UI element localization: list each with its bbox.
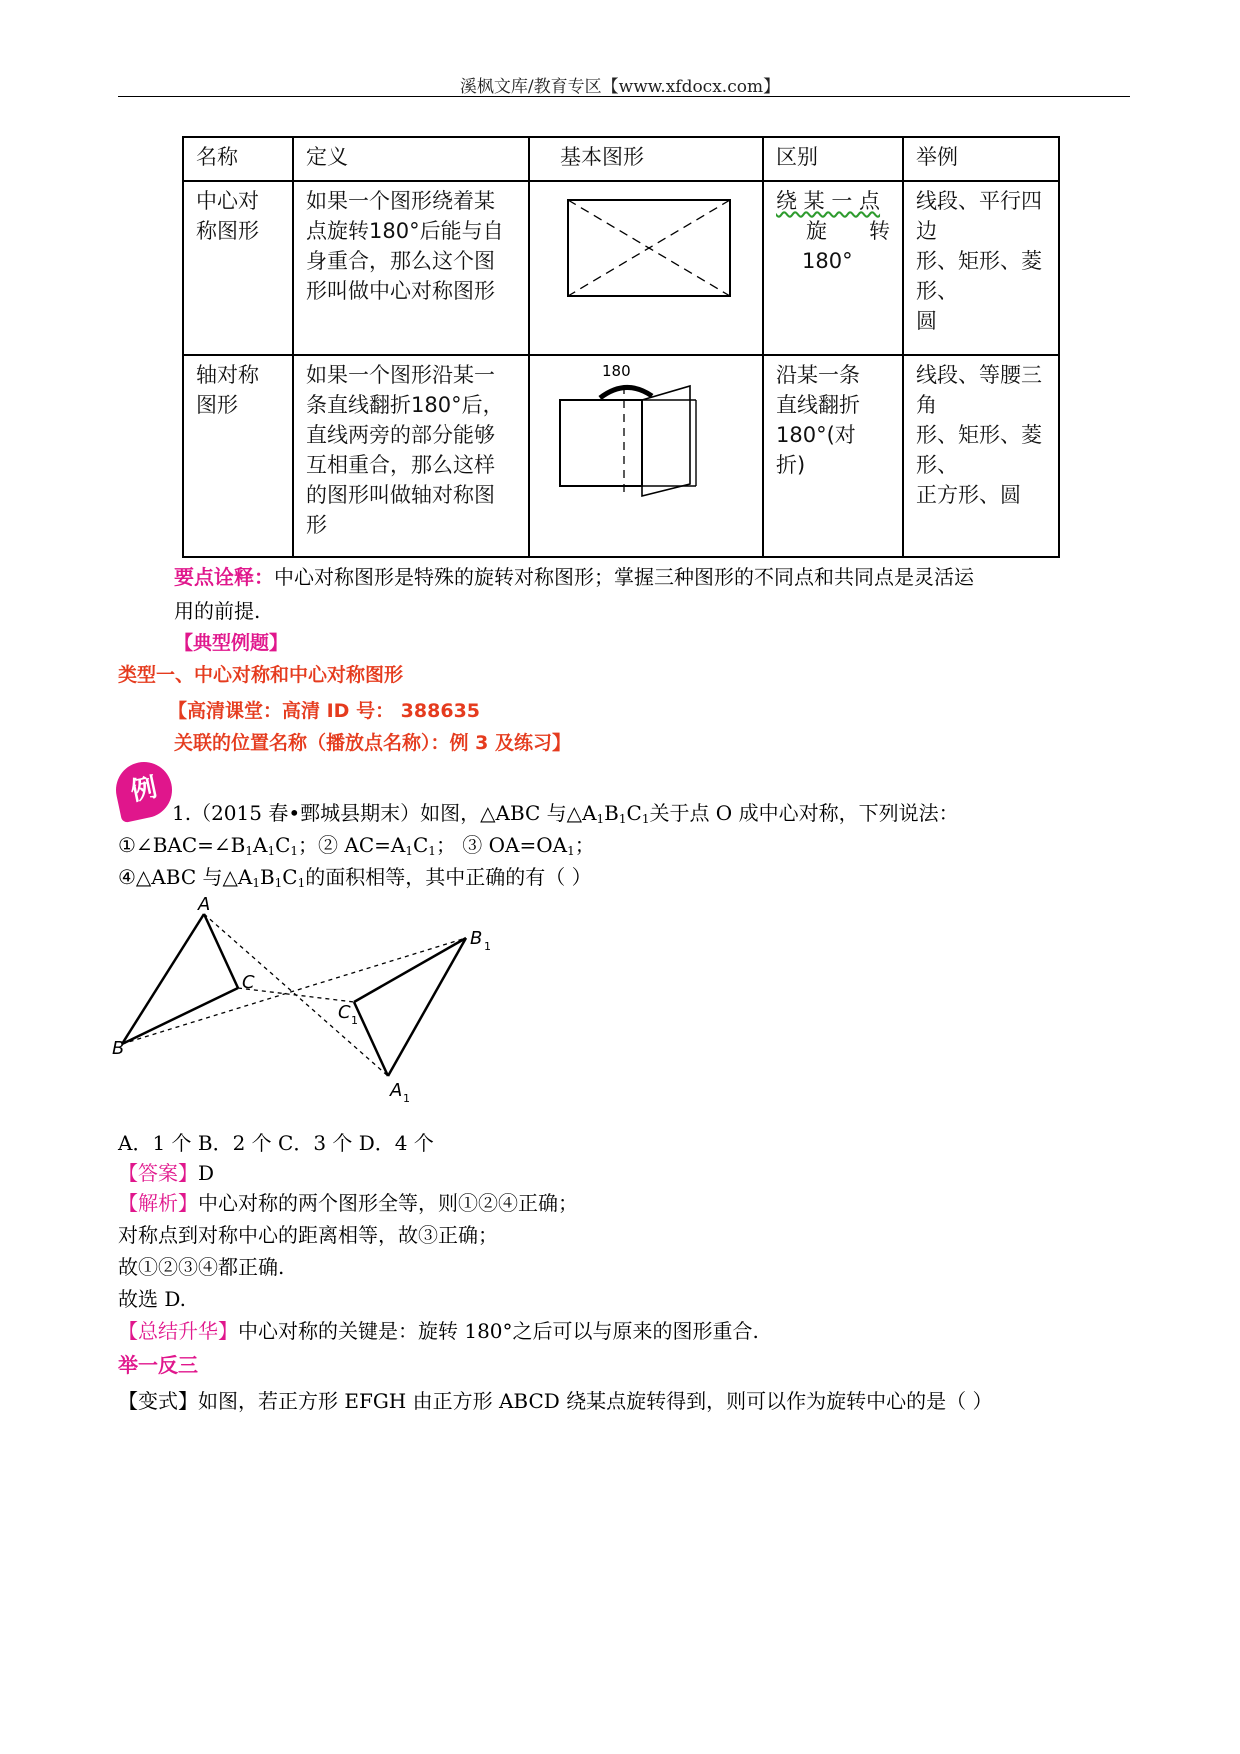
subscript: 1 <box>618 812 627 826</box>
option-text: A <box>252 833 268 857</box>
subscript: 1 <box>297 876 306 890</box>
type-title: 类型一、中心对称和中心对称图形 <box>118 664 404 686</box>
fold-figure <box>530 356 740 548</box>
section-title <box>174 628 288 655</box>
difference-line: 绕 某 一 点 <box>776 189 881 213</box>
definition-line: 形 <box>306 513 327 537</box>
cell-figure-rectangle <box>529 181 763 355</box>
difference-word: 转 <box>869 219 890 243</box>
definition-line: 点旋转180°后能与自 <box>306 219 504 243</box>
definition-line: 直线两旁的部分能够 <box>306 423 495 447</box>
page-header: 溪枫文库/教育专区【www.xfdocx.com】 <box>459 77 781 97</box>
difference-line: 180° <box>802 249 853 273</box>
subscript: 1 <box>567 844 575 858</box>
subscript: 1 <box>274 876 283 890</box>
subscript: 1 <box>267 844 276 858</box>
question-text: 1.（2015 春•鄄城县期末）如图，△ABC 与△A <box>172 801 597 825</box>
option-text: B <box>259 865 275 889</box>
difference-line: 折) <box>776 453 806 477</box>
label-b1: B <box>470 928 483 949</box>
analysis-tag: 【解析】 <box>118 1191 198 1215</box>
triangle-symmetry-figure <box>112 896 502 1116</box>
rectangle-left-half <box>560 400 642 486</box>
answer-choices: A．1 个 B．2 个 C．3 个 D．4 个 <box>118 1131 434 1155</box>
label-c1: C <box>338 1002 351 1023</box>
label-a: A <box>198 896 211 915</box>
difference-line: 180°(对 <box>776 423 856 447</box>
option-text: ； <box>574 833 595 857</box>
label-a1: A <box>390 1080 403 1101</box>
subscript: 1 <box>245 844 253 858</box>
difference-word: 旋 <box>806 219 827 243</box>
cell-definition <box>293 355 529 557</box>
cell-difference <box>763 181 903 355</box>
cell-name <box>183 355 293 557</box>
difference-line: 沿某一条 <box>776 363 860 387</box>
option-text: ①∠BAC=∠B <box>118 833 246 857</box>
cell-examples <box>903 181 1059 355</box>
examples-line: 形、矩形、菱形、 <box>916 423 1042 477</box>
label-sub: 1 <box>403 1092 410 1105</box>
summary-tag: 【总结升华】 <box>118 1319 238 1343</box>
question-text: C <box>626 801 642 825</box>
header-rule <box>118 96 1130 97</box>
section-title-text: 【典型例题】 <box>174 632 289 654</box>
analysis-text: 中心对称的两个图形全等，则①②④正确； <box>198 1191 578 1215</box>
subscript: 1 <box>641 812 650 826</box>
label-b: B <box>112 1038 125 1059</box>
examples-line: 圆 <box>916 309 937 333</box>
fold-arc <box>600 387 652 398</box>
name-line: 中心对 <box>196 189 259 213</box>
answer-tag: 【答案】 <box>118 1161 198 1185</box>
practice-title: 举一反三 <box>118 1353 198 1377</box>
key-point-text-cont: 用的前提. <box>174 599 261 623</box>
examples-line: 线段、平行四边 <box>916 189 1042 243</box>
analysis-line-2: 对称点到对称中心的距离相等，故③正确； <box>118 1223 498 1247</box>
table-row-central-symmetry <box>183 181 1059 355</box>
header-definition: 定义 <box>293 137 529 181</box>
variant-question: 【变式】如图，若正方形 EFGH 由正方形 ABCD 绕某点旋转得到，则可以作为旋转中心的是（ ） <box>118 1389 993 1413</box>
name-line: 图形 <box>196 393 238 417</box>
segment-a1c1 <box>354 1002 388 1076</box>
subscript: 1 <box>252 876 260 890</box>
definition-line: 条直线翻折180°后， <box>306 393 504 417</box>
option-text: ④△ABC 与△A <box>118 865 253 889</box>
summary-line <box>118 1316 759 1346</box>
question-stem <box>172 798 959 834</box>
answer-line <box>118 1158 214 1188</box>
fold-angle-label: 180 <box>602 362 631 380</box>
analysis-line <box>118 1188 578 1218</box>
summary-text: 中心对称的关键是：旋转 180°之后可以与原来的图形重合. <box>238 1319 759 1343</box>
option-text: ；② AC=A <box>298 833 406 857</box>
option-text: 的面积相等，其中正确的有（ ） <box>305 865 592 889</box>
key-point-text: 中心对称图形是特殊的旋转对称图形；掌握三种图形的不同点和共同点是灵活运 <box>274 565 974 589</box>
definition-line: 形叫做中心对称图形 <box>306 279 495 303</box>
option-text: C <box>412 833 429 857</box>
option-text: C <box>275 833 291 857</box>
subscript: 1 <box>290 844 299 858</box>
question-text: 关于点 O 成中心对称，下列说法： <box>649 801 959 825</box>
cell-definition <box>293 181 529 355</box>
subscript: 1 <box>428 844 436 858</box>
cell-figure-fold <box>529 355 763 557</box>
option-text: C <box>282 865 298 889</box>
option-text: ； ③ OA=OA <box>435 833 568 857</box>
table-header-row <box>183 137 1059 181</box>
definition-line: 互相重合，那么这样 <box>306 453 495 477</box>
definition-line: 的图形叫做轴对称图 <box>306 483 495 507</box>
examples-line: 线段、等腰三角 <box>916 363 1042 417</box>
figure-lines <box>122 914 466 1076</box>
definition-table <box>182 136 1060 558</box>
cell-name <box>183 181 293 355</box>
examples-line: 形、矩形、菱形、 <box>916 249 1042 303</box>
difference-line <box>776 216 890 246</box>
cell-difference <box>763 355 903 557</box>
cell-examples <box>903 355 1059 557</box>
rectangle-diagonals-figure <box>530 182 740 346</box>
answer-value: D <box>198 1161 215 1185</box>
hd-class-line: 【高清课堂：高清 ID 号： 388635 <box>168 700 481 722</box>
subscript: 1 <box>596 812 605 826</box>
label-sub: 1 <box>484 940 491 953</box>
key-point-note <box>174 560 1074 628</box>
key-point-label: 要点诠释： <box>174 565 274 589</box>
question-options-1 <box>118 830 595 866</box>
example-badge: 例 <box>111 757 177 823</box>
analysis-line-4: 故选 D. <box>118 1287 187 1311</box>
definition-line: 如果一个图形沿某一 <box>306 363 495 387</box>
name-line: 轴对称 <box>196 363 259 387</box>
dashed-cc1 <box>238 988 354 1002</box>
difference-line: 直线翻折 <box>776 393 860 417</box>
question-text: B <box>604 801 619 825</box>
definition-line: 如果一个图形绕着某 <box>306 189 495 213</box>
hd-position-line: 关联的位置名称（播放点名称）：例 3 及练习】 <box>174 732 571 754</box>
header-difference: 区别 <box>763 137 903 181</box>
analysis-line-3: 故①②③④都正确. <box>118 1255 285 1279</box>
label-sub: 1 <box>351 1014 358 1027</box>
examples-line: 正方形、圆 <box>916 483 1021 507</box>
subscript: 1 <box>405 844 413 858</box>
segment-ac <box>204 914 238 988</box>
definition-line: 身重合，那么这个图 <box>306 249 495 273</box>
header-name: 名称 <box>183 137 293 181</box>
header-basic-figure: 基本图形 <box>529 137 763 181</box>
header-examples: 举例 <box>903 137 1059 181</box>
folded-half <box>642 386 690 496</box>
name-line: 称图形 <box>196 219 259 243</box>
table-row-axial-symmetry <box>183 355 1059 557</box>
question-options-2 <box>118 862 592 898</box>
label-c: C <box>242 972 255 993</box>
